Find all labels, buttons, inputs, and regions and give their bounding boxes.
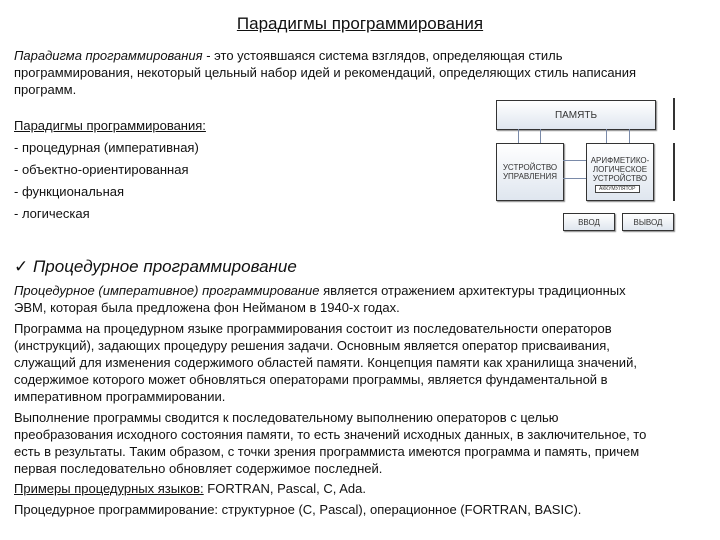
paradigm-item: - логическая bbox=[14, 206, 90, 221]
p2-line: содержимое которого может обновляться операторами программы, является фундаментальной в bbox=[14, 372, 608, 387]
intro-line: программ. bbox=[14, 82, 77, 97]
arrow bbox=[563, 160, 586, 161]
p4-value: FORTRAN, Pascal, C, Ada. bbox=[203, 481, 366, 496]
paradigm-item: - процедурная (императивная) bbox=[14, 140, 199, 155]
p5-line: Процедурное программирование: структурное (C, Pascal), операционное (FORTRAN, BASIC). bbox=[14, 502, 582, 517]
output-box: ВЫВОД bbox=[622, 213, 674, 231]
p1-line bbox=[14, 282, 626, 299]
control-unit-box: УСТРОЙСТВО УПРАВЛЕНИЯ bbox=[496, 143, 564, 201]
intro-text: - это устоявшаяся система взглядов, определяющая стиль bbox=[202, 48, 563, 63]
p1-line: ЭВМ, которая была предложена фон Нейманом в 1940-х годах. bbox=[14, 300, 400, 315]
arrow bbox=[540, 129, 541, 143]
paradigms-heading: Парадигмы программирования: bbox=[14, 118, 206, 133]
paradigm-item: - функциональная bbox=[14, 184, 125, 199]
arrow bbox=[629, 129, 630, 143]
p3-line: преобразования исходного состояния памяти, то есть значений исходных данных, в заключительное, то bbox=[14, 427, 647, 442]
section-heading bbox=[14, 257, 297, 277]
alu-label: АРИФМЕТИКО-ЛОГИЧЕСКОЕ УСТРОЙСТВО bbox=[590, 155, 650, 183]
arrow bbox=[563, 178, 586, 179]
p4-line bbox=[14, 480, 366, 497]
arrow bbox=[518, 129, 519, 143]
alu-box bbox=[586, 143, 654, 201]
p4-label: Примеры процедурных языков: bbox=[14, 481, 204, 496]
section-title: Процедурное программирование bbox=[32, 257, 297, 276]
p3-line: первая последовательно обновляет содержимое последней. bbox=[14, 461, 383, 476]
p2-line: Программа на процедурном языке программирования состоит из последовательности операторов bbox=[14, 321, 612, 336]
p1-term: Процедурное (императивное) программирование bbox=[14, 283, 320, 298]
input-box: ВВОД bbox=[563, 213, 615, 231]
accumulator-label: АККУМУЛЯТОР bbox=[595, 185, 640, 193]
p3-line: Выполнение программы сводится к последовательному выполнению операторов с целью bbox=[14, 410, 559, 425]
p2-line: (инструкций), задающих процедуру решения задачи. Основным является оператор присваивания, bbox=[14, 338, 610, 353]
paradigm-item: - объектно-ориентированная bbox=[14, 162, 189, 177]
p1-text: является отражением архитектуры традиционных bbox=[319, 283, 626, 298]
intro-line bbox=[14, 47, 563, 64]
page-title: Парадигмы программирования bbox=[236, 14, 484, 33]
memory-box: ПАМЯТЬ bbox=[496, 100, 656, 130]
intro-term: Парадигма программирования bbox=[14, 48, 203, 63]
divider bbox=[673, 143, 675, 201]
intro-line: программирования, некоторый цельный набор идей и рекомендаций, определяющих стиль написания bbox=[14, 65, 637, 80]
arrow bbox=[606, 129, 607, 143]
divider bbox=[673, 98, 675, 130]
p2-line: служащий для изменения содержимого областей памяти. Концепция памяти как хранилища значений, bbox=[14, 355, 637, 370]
check-icon: ✓ bbox=[14, 257, 29, 276]
p3-line: есть в результаты. Таким образом, с точки зрения программиста имеются программа и память, причем bbox=[14, 444, 640, 459]
p2-line: императивном программировании. bbox=[14, 389, 226, 404]
